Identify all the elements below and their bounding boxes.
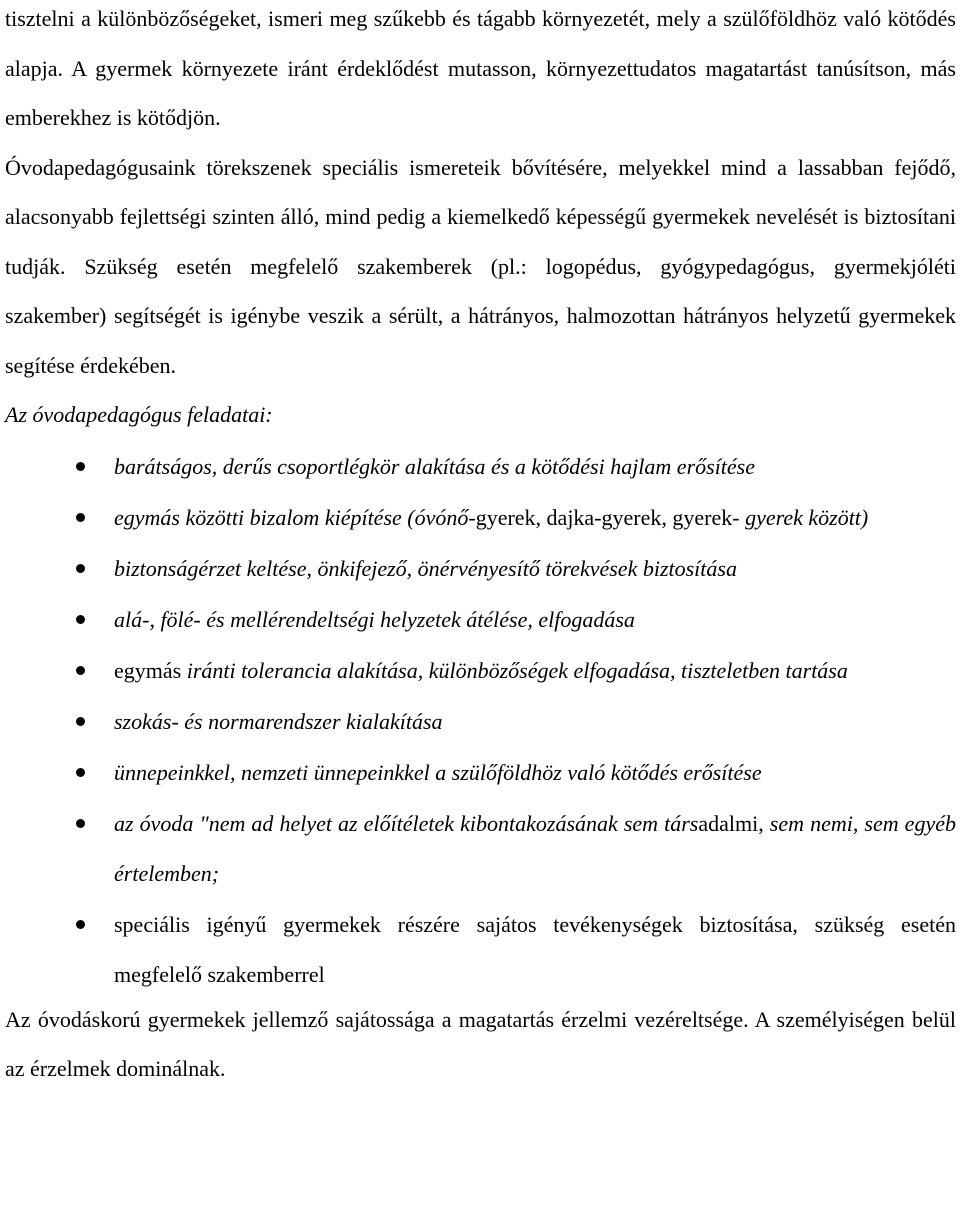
list-item: ünnepeinkkel, nemzeti ünnepeinkkel a szülőföldhöz való kötődés erősítése — [5, 748, 956, 798]
paragraph-teachers: Óvodapedagógusaink törekszenek speciális ismereteik bővítésére, melyekkel mind a lassabban fejődő, alacsonyabb fejlettségi szinten álló, mind pedig a kiemelkedő képességű gyermekek nevelését is biztosítani tudják. Szükség esetén megfelelő szakemberek (pl.: logopédus, gyógypedagógus, gyermekjóléti szakember) segítségét is igénybe veszik a sérült, a hátrányos, halmozottan hátrányos helyzetű gyermekek segítése érdekében. — [5, 154, 956, 378]
bullet-icon — [76, 768, 85, 777]
list-item: barátságos, derűs csoportlégkör alakítása és a kötődési hajlam erősítése — [5, 442, 956, 492]
paragraph-intro: tisztelni a különbözőségeket, ismeri meg szűkebb és tágabb környezetét, mely a szülőföldhöz való kötődés alapja. A gyermek környezete iránt érdeklődést mutasson, környezettudatos magatartást tanúsítson, más emberekhez is kötődjön. — [5, 6, 956, 130]
document-page — [5, 0, 956, 1094]
bullet-icon — [76, 666, 85, 675]
bullet-icon — [76, 819, 85, 828]
list-item: biztonságérzet keltése, önkifejező, önérvényesítő törekvések biztosítása — [5, 544, 956, 594]
list-item: egymás közötti bizalom kiépítése (óvónő-gyerek, dajka-gyerek, gyerek- gyerek között) — [5, 493, 956, 543]
list-item: szokás- és normarendszer kialakítása — [5, 697, 956, 747]
bullet-icon — [76, 564, 85, 573]
bullet-icon — [76, 920, 85, 929]
tasks-list — [5, 442, 956, 1000]
bullet-icon — [76, 717, 85, 726]
list-item: speciális igényű gyermekek részére sajátos tevékenységek biztosítása, szükség esetén megfelelő szakemberrel — [5, 900, 956, 1000]
bullet-icon — [76, 513, 85, 522]
paragraph-closing: Az óvodáskorú gyermekek jellemző sajátossága a magatartás érzelmi vezéreltsége. A személyiségen belül az érzelmek dominálnak. — [5, 1006, 956, 1081]
list-item: egymás iránti tolerancia alakítása, különbözőségek elfogadása, tiszteletben tartása — [5, 646, 956, 696]
list-item: alá-, fölé- és mellérendeltségi helyzetek átélése, elfogadása — [5, 595, 956, 645]
bullet-icon — [76, 462, 85, 471]
tasks-heading: Az óvodapedagógus feladatai: — [5, 402, 273, 427]
bullet-icon — [76, 615, 85, 624]
list-item: az óvoda "nem ad helyet az előítéletek kibontakozásának sem társadalmi, sem nemi, sem egyéb értelemben; — [5, 799, 956, 899]
